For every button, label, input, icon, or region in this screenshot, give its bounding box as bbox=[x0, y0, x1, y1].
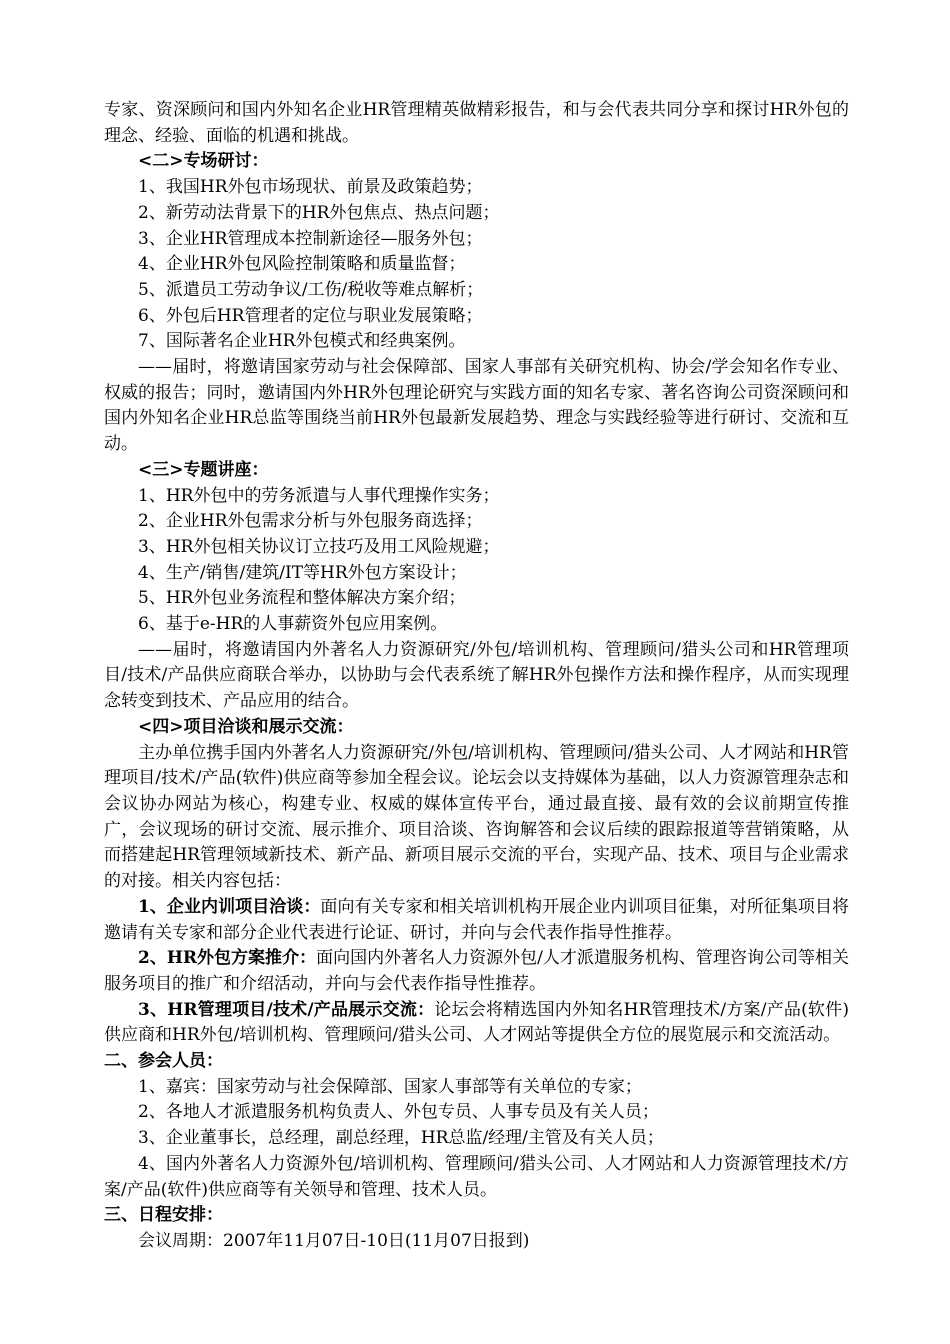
item-text: 面向国内外著名人力资源外包/人才派遣服务机构、管理咨询公司等相关服务项目的推广和介绍活动，并向与会代表作指导性推荐。 bbox=[104, 948, 849, 994]
list-item: 6、基于e-HR的人事薪资外包应用案例。 bbox=[138, 614, 448, 635]
list-item: 2、各地人才派遣服务机构负责人、外包专员、人事专员及有关人员； bbox=[138, 1102, 659, 1123]
list-item bbox=[104, 946, 849, 997]
part-heading-schedule: 三、日程安排： bbox=[104, 1205, 223, 1226]
section-body-paragraph: 主办单位携手国内外著名人力资源研究/外包/培训机构、管理顾问/猎头公司、人才网站和HR管理项目/技术/产品(软件)供应商等参加全程会议。论坛会以支持媒体为基础，以人力资源管理杂志和会议协办网站为核心，构建专业、权威的媒体宣传平台，通过最直接、最有效的会议前期宣传推广，会议现场的研讨交流、展示推介、项目洽谈、咨询解答和会议后续的跟踪报道等营销策略，从而搭建起HR管理领域新技术、新产品、新项目展示交流的平台，实现产品、技术、项目与企业需求的对接。相关内容包括： bbox=[104, 742, 849, 892]
item-label: 2、HR外包方案推介： bbox=[138, 948, 317, 969]
item-text: 论坛会将精选国内外知名HR管理技术/方案/产品(软件)供应商和HR外包/培训机构、管理顾问/猎头公司、人才网站等提供全方位的展览展示和交流活动。 bbox=[104, 999, 849, 1046]
meeting-period: 会议周期：2007年11月07日-10日(11月07日报到) bbox=[138, 1230, 530, 1251]
list-item: 3、企业董事长，总经理，副总经理，HR总监/经理/主管及有关人员； bbox=[138, 1128, 664, 1149]
list-item: 4、企业HR外包风险控制策略和质量监督； bbox=[138, 254, 466, 275]
part-heading-attendees: 二、参会人员： bbox=[104, 1051, 223, 1072]
list-item: 3、HR外包相关协议订立技巧及用工风险规避； bbox=[138, 536, 500, 557]
list-item: 4、国内外著名人力资源外包/培训机构、管理顾问/猎头公司、人才网站和人力资源管理技术/方案/产品(软件)供应商等有关领导和管理、技术人员。 bbox=[104, 1153, 849, 1200]
list-item: 2、企业HR外包需求分析与外包服务商选择； bbox=[138, 511, 483, 532]
list-item: 4、生产/销售/建筑/IT等HR外包方案设计； bbox=[138, 562, 467, 583]
item-label: 3、HR管理项目/技术/产品展示交流： bbox=[138, 999, 435, 1020]
list-item: 5、HR外包业务流程和整体解决方案介绍； bbox=[138, 588, 466, 609]
list-item bbox=[104, 998, 849, 1049]
list-item: 1、我国HR外包市场现状、前景及政策趋势； bbox=[138, 177, 483, 198]
list-item: 1、嘉宾：国家劳动与社会保障部、国家人事部等有关单位的专家； bbox=[138, 1076, 642, 1097]
list-item: 6、外包后HR管理者的定位与职业发展策略； bbox=[138, 305, 483, 326]
section-heading-project-exhibition: <四>项目洽谈和展示交流： bbox=[138, 716, 354, 737]
section-note-paragraph: ——届时，将邀请国内外著名人力资源研究/外包/培训机构、管理顾问/猎头公司和HR管理项目/技术/产品供应商联合举办，以协助与会代表系统了解HR外包操作方法和操作程序，从而实现理念转变到技术、产品应用的结合。 bbox=[104, 639, 849, 712]
intro-paragraph-tail: 专家、资深顾问和国内外知名企业HR管理精英做精彩报告，和与会代表共同分享和探讨HR外包的理念、经验、面临的机遇和挑战。 bbox=[104, 100, 849, 146]
section-heading-special-seminar: <二>专场研讨： bbox=[138, 151, 269, 172]
list-item: 1、HR外包中的劳务派遣与人事代理操作实务； bbox=[138, 485, 500, 506]
item-label: 1、企业内训项目洽谈： bbox=[138, 896, 321, 917]
list-item: 7、国际著名企业HR外包模式和经典案例。 bbox=[138, 331, 466, 352]
list-item: 3、企业HR管理成本控制新途径—服务外包； bbox=[138, 228, 483, 249]
document-body bbox=[104, 98, 849, 1255]
list-item: 2、新劳动法背景下的HR外包焦点、热点问题； bbox=[138, 202, 500, 223]
item-text: 面向有关专家和相关培训机构开展企业内训项目征集，对所征集项目将邀请有关专家和部分企业代表进行论证、研讨，并向与会代表作指导性推荐。 bbox=[104, 896, 849, 943]
list-item: 5、派遣员工劳动争议/工伤/税收等难点解析； bbox=[138, 279, 484, 300]
list-item bbox=[104, 895, 849, 946]
section-note-paragraph: ——届时，将邀请国家劳动与社会保障部、国家人事部有关研究机构、协会/学会知名作专业、权威的报告；同时，邀请国内外HR外包理论研究与实践方面的知名专家、著名咨询公司资深顾问和国内外知名企业HR总监等围绕当前HR外包最新发展趋势、理念与实践经验等进行研讨、交流和互动。 bbox=[104, 357, 849, 455]
section-heading-topic-lectures: <三>专题讲座： bbox=[138, 459, 269, 480]
